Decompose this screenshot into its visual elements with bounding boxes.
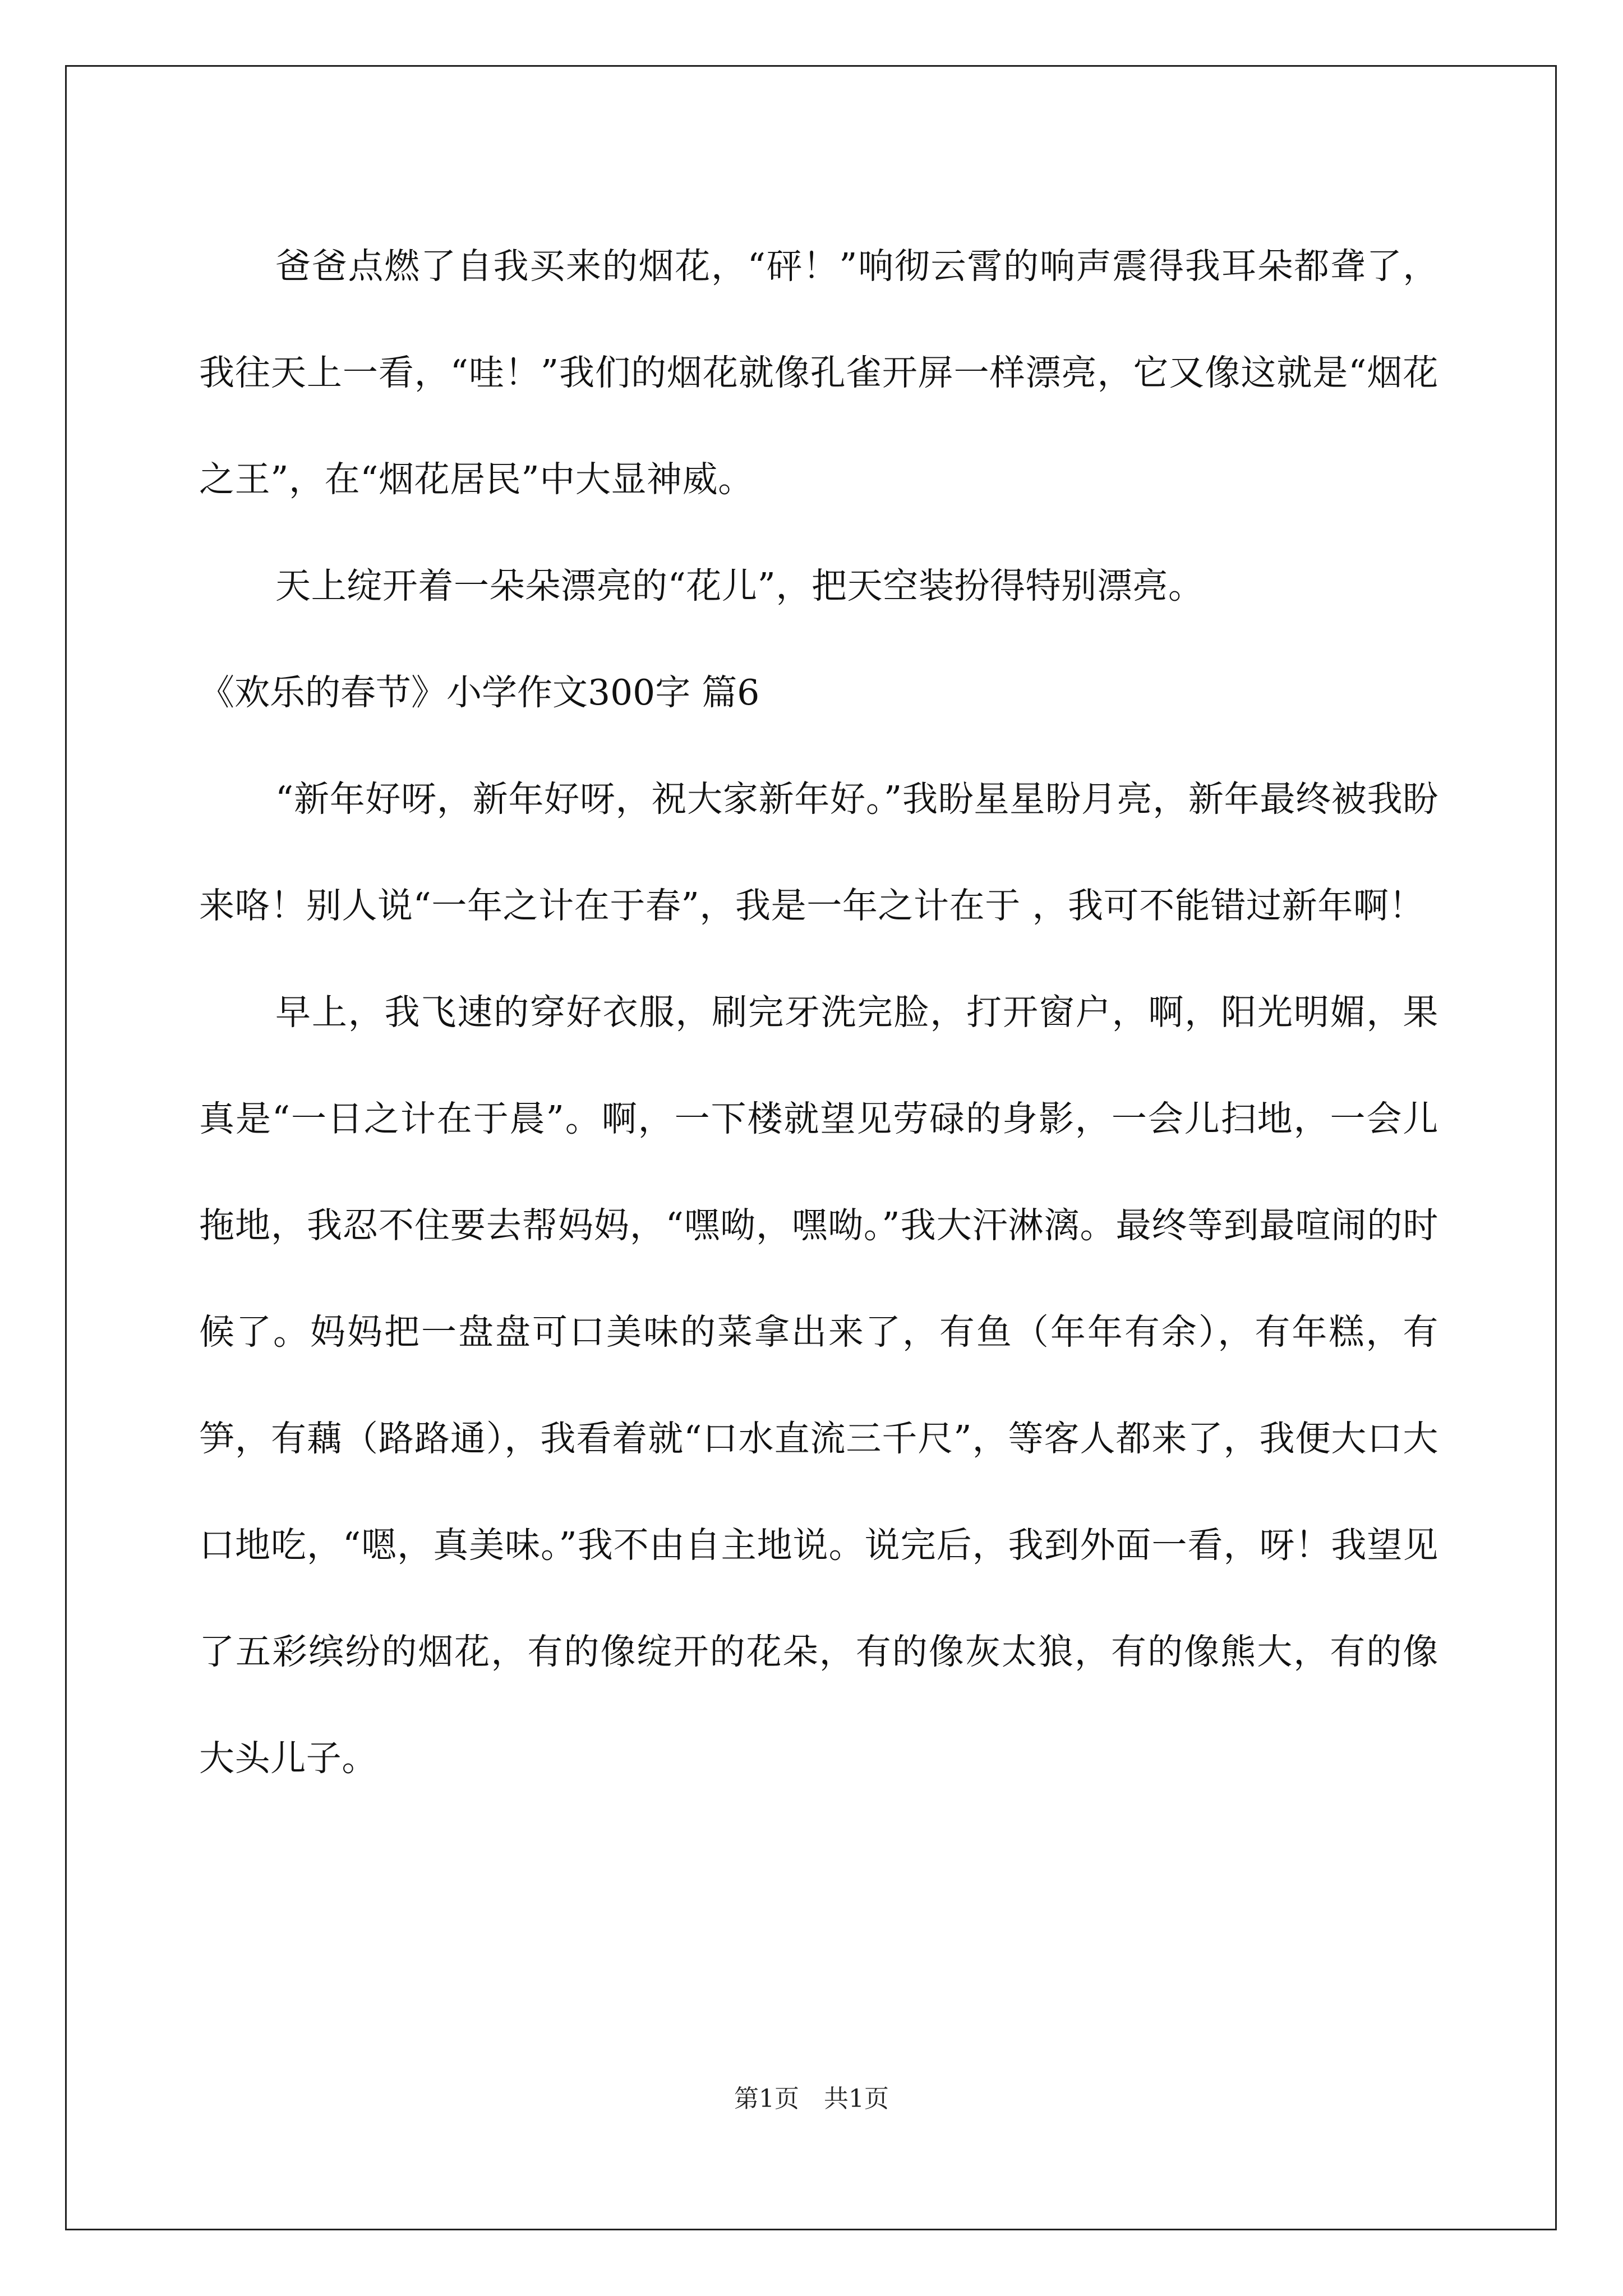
document-body: [199, 213, 1438, 1812]
paragraph: 天上绽开着一朵朵漂亮的“花儿”，把天空装扮得特别漂亮。: [275, 565, 1204, 606]
page-footer: 第1页 共1页: [734, 2085, 889, 2113]
paragraph: 早上，我飞速的穿好衣服，刷完牙洗完脸，打开窗户，啊，阳光明媚，果真是“一日之计在于晨”。啊，一下楼就望见劳碌的身影，一会儿扫地，一会儿拖地，我忍不住要去帮妈妈，“嘿呦，嘿呦。”我大汗淋漓。最终等到最喧闹的时候了。妈妈把一盘盘可口美味的菜拿出来了，有鱼（年年有余），有年糕，有笋，有藕（路路通），我看着就“口水直流三千尺”，等客人都来了，我便大口大口地吃，“嗯，真美味。”我不由自主地说。说完后，我到外面一看，呀！我望见了五彩缤纷的烟花，有的像绽开的花朵，有的像灰太狼，有的像熊大，有的像大头儿子。: [199, 992, 1438, 1779]
paragraph: “新年好呀，新年好呀，祝大家新年好。”我盼星星盼月亮，新年最终被我盼来咯！别人说“一年之计在于春”，我是一年之计在于 ，我可不能错过新年啊！: [199, 779, 1438, 926]
paragraph: 爸爸点燃了自我买来的烟花，“砰！”响彻云霄的响声震得我耳朵都聋了，我往天上一看，“哇！”我们的烟花就像孔雀开屏一样漂亮，它又像这就是“烟花之王”，在“烟花居民”中大显神威。: [199, 246, 1438, 500]
section-heading: 《欢乐的春节》小学作文300字 篇6: [199, 672, 760, 713]
